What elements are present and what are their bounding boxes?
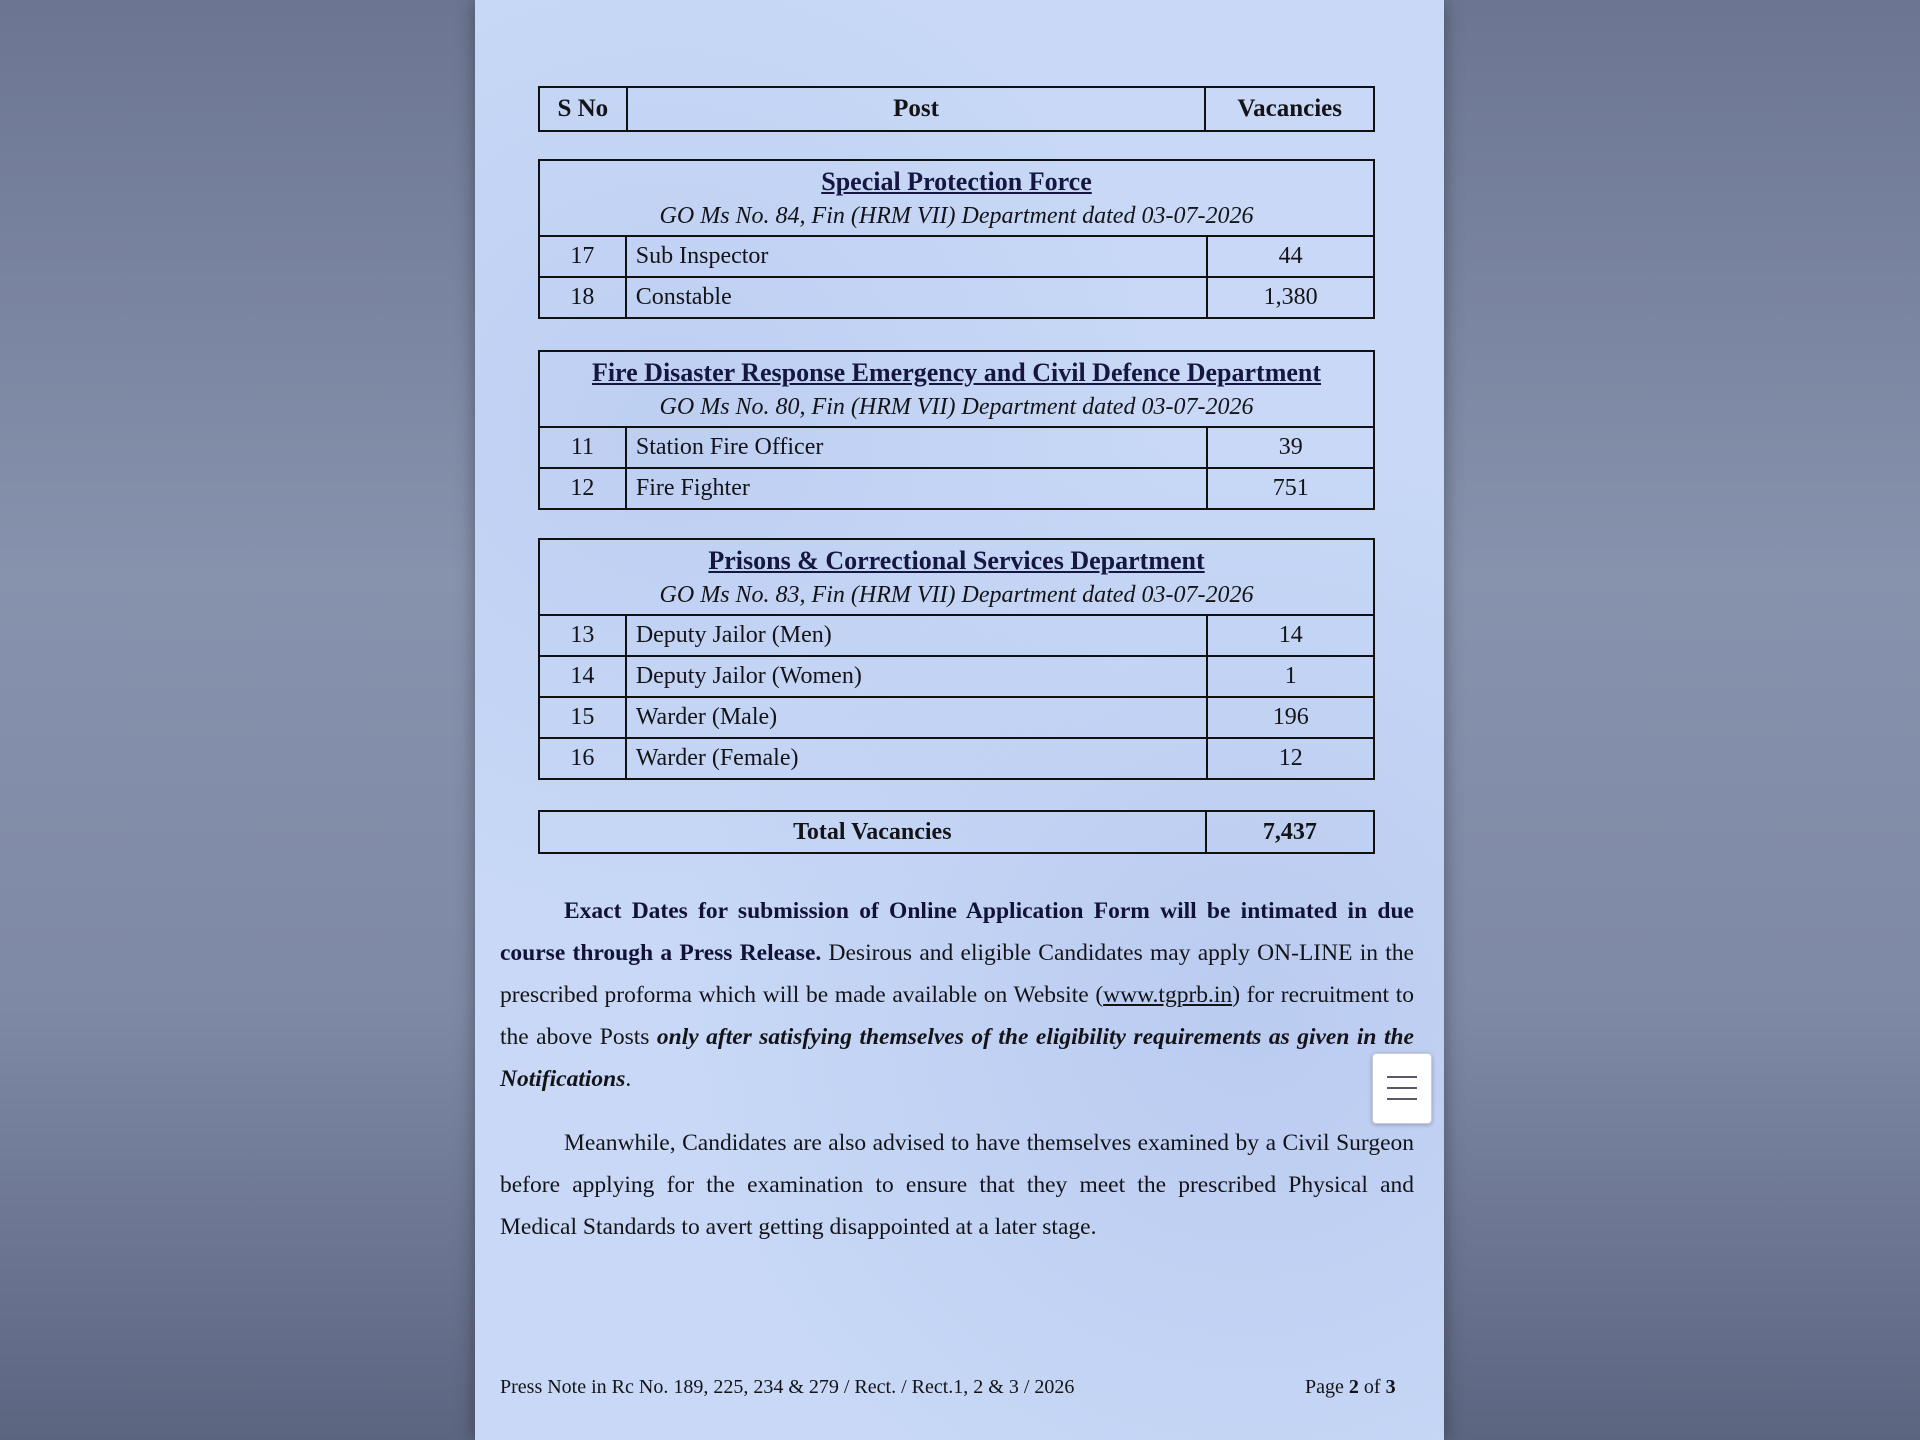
row-post: Fire Fighter: [626, 468, 1208, 509]
row-sno: 11: [539, 427, 626, 468]
page-current: 2: [1348, 1376, 1359, 1398]
total-label: Total Vacancies: [539, 811, 1206, 853]
paragraph-text: ) for recruitment to the above Posts: [500, 982, 1414, 1050]
page-total: 3: [1385, 1376, 1396, 1398]
row-vacancies: 44: [1207, 236, 1374, 277]
advisory-paragraph: [500, 1122, 1414, 1248]
table-row: [539, 236, 1374, 277]
section-title: Special Protection Force: [821, 167, 1092, 196]
total-value: 7,437: [1206, 811, 1374, 853]
section-table-prisons: [538, 538, 1375, 780]
row-vacancies: 751: [1207, 468, 1374, 509]
row-post: Deputy Jailor (Women): [626, 656, 1208, 697]
total-table: [538, 810, 1375, 854]
page-number: [1305, 1376, 1396, 1399]
website-link[interactable]: www.tgprb.in: [1103, 982, 1233, 1008]
row-post: Sub Inspector: [626, 236, 1207, 277]
header-table: [538, 86, 1375, 132]
table-row: [539, 656, 1374, 697]
table-row: [539, 468, 1374, 509]
row-sno: 16: [539, 738, 626, 779]
document-page: [475, 0, 1444, 1440]
table-header-row: [539, 87, 1374, 131]
section-title: Prisons & Correctional Services Department: [708, 546, 1205, 575]
total-row: [539, 811, 1374, 853]
row-vacancies: 39: [1207, 427, 1374, 468]
row-post: Warder (Male): [626, 697, 1208, 738]
row-vacancies: 1: [1207, 656, 1374, 697]
table-row: [539, 427, 1374, 468]
section-table-fire-disaster-response: [538, 350, 1375, 510]
section-heading-row: [539, 160, 1374, 236]
section-go-reference: GO Ms No. 80, Fin (HRM VII) Department dated 03-07-2026: [659, 394, 1254, 420]
table-row: [539, 277, 1374, 318]
row-sno: 17: [539, 236, 626, 277]
table-row: [539, 697, 1374, 738]
page-mid: of: [1358, 1376, 1386, 1398]
header-vacancies: Vacancies: [1205, 87, 1374, 131]
row-vacancies: 196: [1207, 697, 1374, 738]
row-sno: 14: [539, 656, 626, 697]
section-go-reference: GO Ms No. 84, Fin (HRM VII) Department dated 03-07-2026: [659, 203, 1254, 229]
header-sno: S No: [539, 87, 627, 131]
hamburger-menu-button[interactable]: [1372, 1053, 1432, 1124]
section-heading-row: [539, 539, 1374, 615]
table-row: [539, 738, 1374, 779]
row-post: Deputy Jailor (Men): [626, 615, 1208, 656]
footer-reference: Press Note in Rc No. 189, 225, 234 & 279 / Rect. / Rect.1, 2 & 3 / 2026: [500, 1376, 1075, 1398]
application-paragraph: [500, 890, 1414, 1100]
section-table-special-protection-force: [538, 159, 1375, 319]
blurred-backdrop-left: [0, 0, 475, 1440]
row-post: Warder (Female): [626, 738, 1208, 779]
row-sno: 12: [539, 468, 626, 509]
paragraph-end: .: [625, 1066, 632, 1092]
row-sno: 18: [539, 277, 626, 318]
row-vacancies: 12: [1207, 738, 1374, 779]
paragraph-bold-notice: Exact Dates for submission of Online Application Form will be intimated in due course through a Press Release.: [500, 898, 1414, 966]
blurred-backdrop-right: [1444, 0, 1920, 1440]
section-title: Fire Disaster Response Emergency and Civil Defence Department: [591, 358, 1322, 387]
section-heading-row: [539, 351, 1374, 427]
section-go-reference: GO Ms No. 83, Fin (HRM VII) Department dated 03-07-2026: [659, 582, 1254, 608]
advisory-text: Meanwhile, Candidates are also advised to have themselves examined by a Civil Surgeon before applying for the examination to ensure that they meet the prescribed Physical and Medical Standards to avert getting disappointed at a later stage.: [500, 1130, 1414, 1240]
row-post: Station Fire Officer: [626, 427, 1208, 468]
row-sno: 15: [539, 697, 626, 738]
row-vacancies: 14: [1207, 615, 1374, 656]
row-sno: 13: [539, 615, 626, 656]
paragraph-eligibility-note: only after satisfying themselves of the eligibility requirements as given in the Notifications: [500, 1024, 1414, 1092]
paragraph-text: Desirous and eligible Candidates may apply ON-LINE in the prescribed proforma which will be made available on Website (: [500, 940, 1414, 1008]
header-post: Post: [627, 87, 1206, 131]
table-row: [539, 615, 1374, 656]
row-vacancies: 1,380: [1207, 277, 1374, 318]
page-prefix: Page: [1305, 1376, 1349, 1398]
row-post: Constable: [626, 277, 1207, 318]
